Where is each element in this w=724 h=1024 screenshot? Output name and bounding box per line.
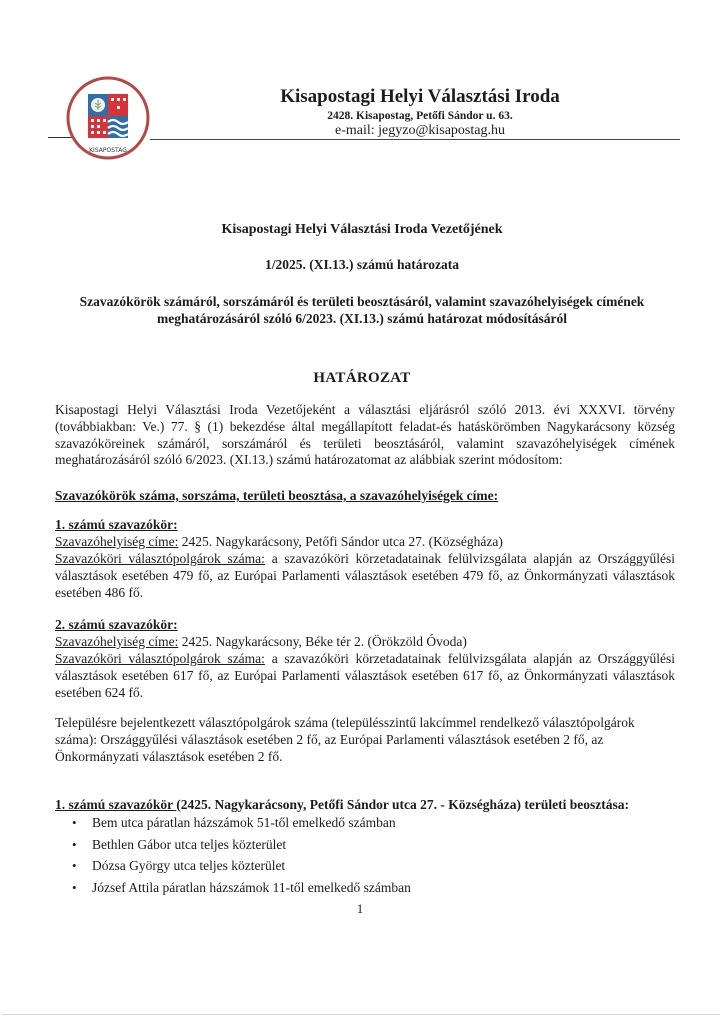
street-list — [72, 814, 672, 900]
address-label: Szavazóhelyiség címe: — [55, 534, 179, 549]
distribution-heading-district: 1. számú szavazókör — [55, 797, 177, 812]
section-heading: Szavazókörök száma, sorszáma, területi beosztása, a szavazóhelyiségek címe: — [55, 488, 499, 503]
voters-label: Szavazóköri választópolgárok száma: — [55, 651, 265, 666]
address-label: Szavazóhelyiség címe: — [55, 634, 179, 649]
decision-heading: HATÁROZAT — [313, 370, 411, 386]
voters-value: a szavazóköri körzetadatainak felülvizsgálata alapján az Országgyűlési választások esetében 479 fő, az Európai Parlamenti választások esetében 479 fő, az Önkormányzati választások esetében 486 fő. — [55, 551, 675, 600]
district-1-voters — [55, 551, 675, 601]
voters-label: Szavazóköri választópolgárok száma: — [55, 551, 265, 566]
address-value: 2425. Nagykarácsony, Béke tér 2. (Örökzöld Óvoda) — [178, 634, 467, 649]
list-item: • Bem utca páratlan házszámok 51-től emelkedő számban — [72, 814, 672, 836]
settlement-note: Településre bejelentkezett választópolgárok száma (településszintű lakcímmel rendelkező választópolgárok száma): Országgyűlési választások esetében 2 fő, az Európai Parlamenti választások esetében 2 fő, az Önkormányzati választások esetében 2 fő. — [55, 715, 635, 764]
issuer-title: Kisapostagi Helyi Választási Iroda Vezetőjének — [221, 222, 503, 237]
subject-line-1: Szavazókörök számáról, sorszámáról és területi beosztásáról, valamint szavazóhelyiségek címének — [79, 294, 645, 309]
page-number: 1 — [356, 901, 364, 916]
org-name: Kisapostagi Helyi Választási Iroda — [280, 86, 560, 107]
district-2-title: 2. számú szavazókör: — [55, 617, 178, 632]
page-edge — [2, 1014, 720, 1015]
distribution-heading — [55, 797, 685, 813]
org-email: e-mail: jegyzo@kisapostag.hu — [335, 123, 505, 138]
subject-line-2: meghatározásáról szóló 6/2023. (XI.13.) számú határozat módosításáról — [156, 311, 568, 326]
distribution-heading-rest: (2425. Nagykarácsony, Petőfi Sándor utca 27. - Községháza) területi beosztása: — [176, 797, 629, 812]
address-value: 2425. Nagykarácsony, Petőfi Sándor utca 27. (Községháza) — [178, 534, 503, 549]
voters-value: a szavazóköri körzetadatainak felülvizsgálata alapján az Országgyűlési választások esetében 617 fő, az Európai Parlamenti választások esetében 617 fő, az Önkormányzati választások esetében 624 fő. — [55, 651, 675, 700]
letterhead-rule-right — [150, 139, 680, 140]
crest-caption: KISAPOSTAG — [89, 147, 127, 154]
district-1-address — [55, 534, 675, 551]
crest-logo-icon — [62, 74, 154, 166]
intro-paragraph: Kisapostagi Helyi Választási Iroda Vezetőjeként a választási eljárásról szóló 2013. évi XXXVI. törvény (továbbiakban: Ve.) 77. § (1) bekezdése által megállapított feladat-és hatáskörömben Nagykarácsony község szavazóköreinek számáról, sorszámáról és területi beosztásáról, valamint szavazóhelyiségek címének meghatározásáról szóló 6/2023. (XI.13.) számú határozatomat az alábbiak szerint módosítom: — [55, 402, 675, 468]
district-1-title: 1. számú szavazókör: — [55, 517, 178, 532]
district-2-address — [55, 634, 675, 651]
org-address: 2428. Kisapostag, Petőfi Sándor u. 63. — [327, 110, 513, 122]
district-2-voters — [55, 651, 675, 701]
resolution-number: 1/2025. (XI.13.) számú határozata — [265, 257, 459, 272]
list-item: • József Attila páratlan házszámok 11-től emelkedő számban — [72, 879, 672, 901]
list-item: • Bethlen Gábor utca teljes közterület — [72, 836, 672, 858]
list-item: • Dózsa György utca teljes közterület — [72, 857, 672, 879]
resolution-subject — [40, 293, 684, 327]
